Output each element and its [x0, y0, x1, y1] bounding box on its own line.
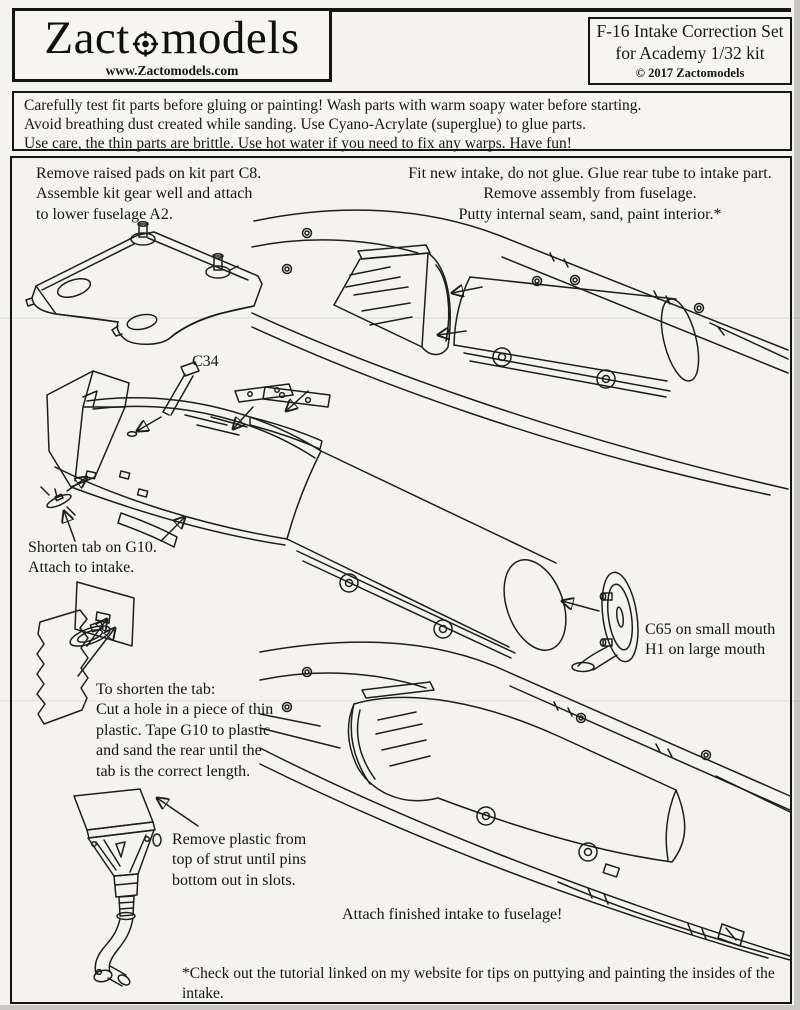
note-gear-well: Remove raised pads on kit part C8. Assemble kit gear well and attach to lower fuselage A2.	[36, 165, 262, 223]
product-title-line2: for Academy 1/32 kit	[615, 43, 765, 63]
footnote: *Check out the tutorial linked on my website for tips on puttying and painting the insides of the intake.	[182, 965, 775, 1002]
drawing-tab-sanding	[30, 578, 195, 733]
crosshair-logo-icon	[131, 28, 160, 58]
drawing-gear-strut	[58, 782, 208, 997]
product-title-box	[588, 17, 792, 85]
note-fit-intake: Fit new intake, do not glue. Glue rear tube to intake part. Remove assembly from fuselage. Putty internal seam, sand, paint interior.*	[408, 165, 772, 223]
notice-line-1: Carefully test fit parts before gluing or painting! Wash parts with warm soapy water before starting.	[24, 97, 642, 114]
note-shorten-howto: To shorten the tab: Cut a hole in a piece of thin plastic. Tape G10 to plastic and sand the rear until the tab is the correct length.	[96, 681, 274, 780]
notice-line-2: Avoid breathing dust created while sanding. Use Cyano-Acrylate (superglue) to glue parts.	[24, 115, 587, 133]
brand-logo	[44, 11, 299, 65]
note-strut: Remove plastic from top of strut until pins bottom out in slots.	[172, 831, 307, 889]
notices-box	[12, 91, 792, 151]
brand-url: www.Zactomodels.com	[105, 63, 239, 78]
brand-logo-suffix: models	[160, 12, 300, 64]
part-label-c34: C34	[192, 353, 219, 370]
note-attach-final: Attach finished intake to fuselage!	[342, 906, 563, 923]
logo-box	[12, 8, 332, 82]
brand-logo-prefix: Zact	[44, 12, 130, 64]
copyright: © 2017 Zactomodels	[635, 65, 745, 80]
note-mouth-parts: C65 on small mouth H1 on large mouth	[645, 621, 776, 659]
note-shorten-tab: Shorten tab on G10. Attach to intake.	[28, 539, 157, 577]
drawing-gear-well-c8	[22, 222, 267, 347]
drawing-fuselage-intake-attached	[258, 628, 792, 958]
scan-artifact-line	[0, 317, 800, 319]
notice-line-3: Use care, the thin parts are brittle. Use hot water if you need to fix any warps. Have fun!	[24, 134, 572, 152]
scan-artifact-line	[0, 700, 800, 702]
product-title-line1: F-16 Intake Correction Set	[596, 21, 784, 42]
